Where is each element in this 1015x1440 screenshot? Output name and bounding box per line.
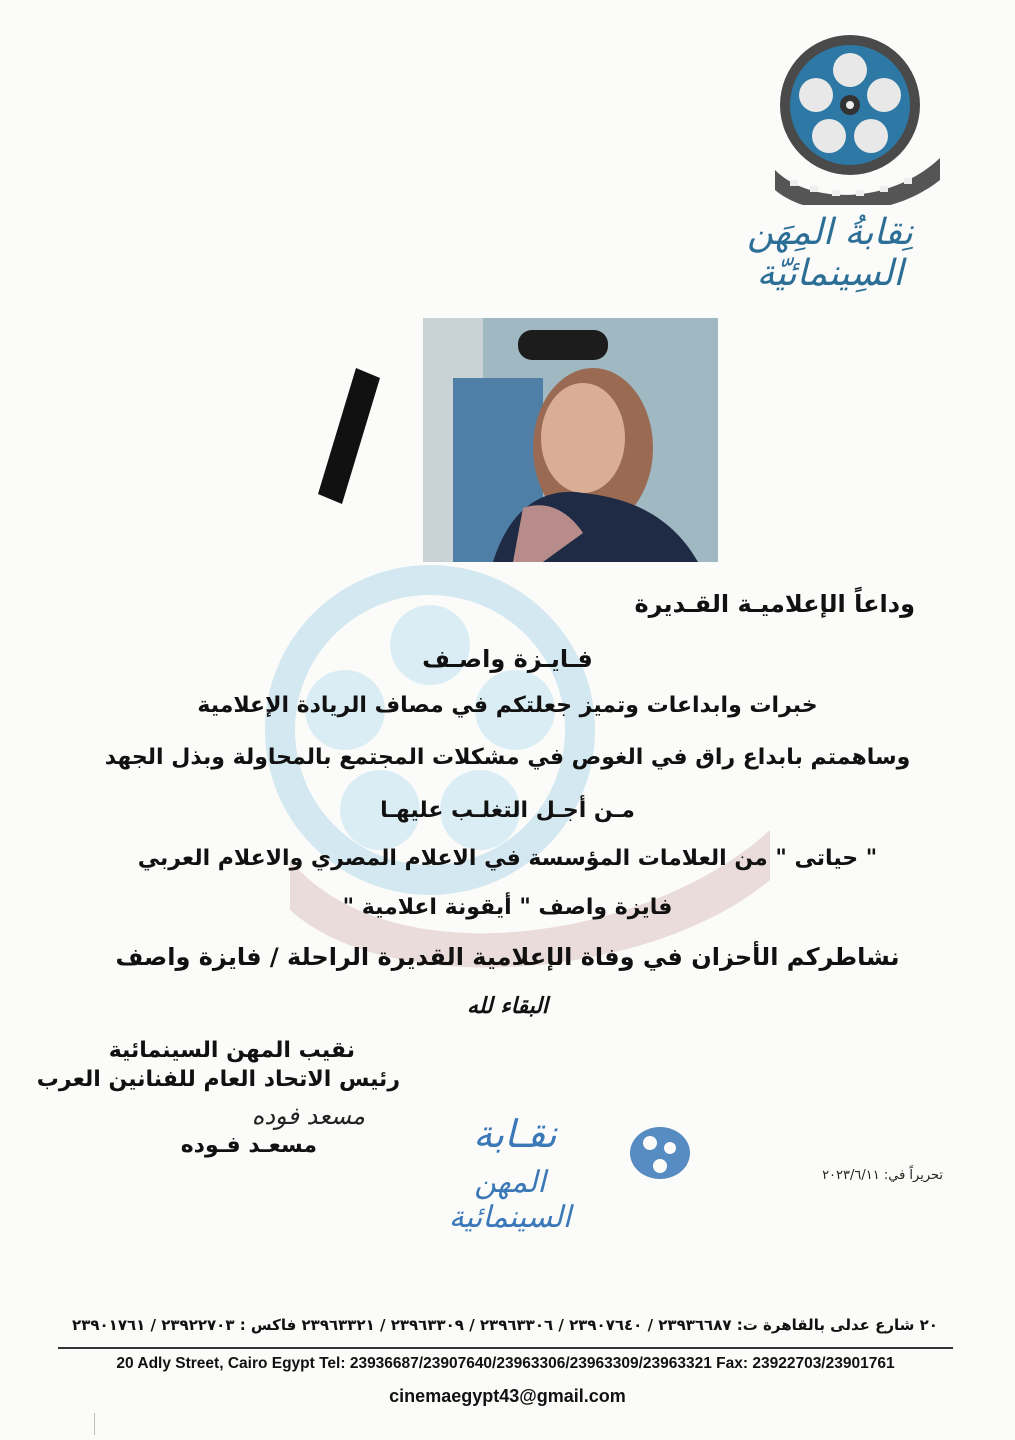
signatory-title-1: نقيب المهن السينمائية	[108, 1038, 355, 1063]
footer-divider	[58, 1347, 953, 1349]
signatory-title-2: رئيس الاتحاد العام للفنانين العرب	[36, 1067, 400, 1092]
tribute-line-4: " حياتى " من العلامات المؤسسة في الاعلام المصري والاعلام العربي	[137, 846, 878, 871]
closing-phrase: البقاء لله	[466, 993, 549, 1019]
farewell-title: وداعاً الإعلاميـة القـديرة	[634, 590, 915, 618]
stamp-text-2: المهن السينمائية	[448, 1165, 572, 1235]
tribute-line-3: مـن أجـل التغلـب عليهـا	[380, 798, 635, 823]
issue-date: تحريراً في: ٢٠٢٣/٦/١١	[822, 1168, 943, 1183]
footer-arabic-address: ٢٠ شارع عدلى بالقاهرة ت: ٢٣٩٣٦٦٨٧ / ٢٣٩٠٧٦٤٠ / ٢٣٩٦٣٣٠٦ / ٢٣٩٦٣٣٠٩ / ٢٣٩٦٣٣٢١ فاكس : ٢٣٩٢٢٧٠٣ / ٢٣٩٠١٧٦١	[72, 1316, 938, 1334]
portrait-photo	[423, 318, 718, 562]
footer-english-address: 20 Adly Street, Cairo Egypt Tel: 23936687/23907640/23963306/23963309/23963321 Fax: 23922703/23901761	[116, 1355, 895, 1372]
tribute-line-5: فايزة واصف " أيقونة اعلامية "	[342, 895, 673, 920]
condolence-line: نشاطركم الأحزان في وفاة الإعلامية القديرة الراحلة / فايزة واصف	[115, 943, 900, 971]
tribute-line-1: خبرات وابداعات وتميز جعلتكم في مصاف الريادة الإعلامية	[197, 693, 818, 718]
mourning-band	[318, 368, 380, 504]
tribute-line-2: وساهمتم بابداع راق في الغوص في مشكلات المجتمع بالمحاولة وبذل الجهد	[104, 745, 911, 770]
signatory-name: مسعـد فـوده	[180, 1133, 317, 1158]
logo-wordmark: نِقابةُ المِهَن السِينمائيّة	[747, 212, 913, 294]
handwritten-signature: مسعد فوده	[251, 1102, 365, 1130]
footer-email: cinemaegypt43@gmail.com	[389, 1386, 626, 1406]
stamp-text-1: نقـابة	[473, 1112, 557, 1156]
margin-mark	[94, 1413, 95, 1435]
deceased-name: فـايـزة واصـف	[422, 645, 593, 673]
film-reel-logo-icon	[770, 30, 945, 205]
